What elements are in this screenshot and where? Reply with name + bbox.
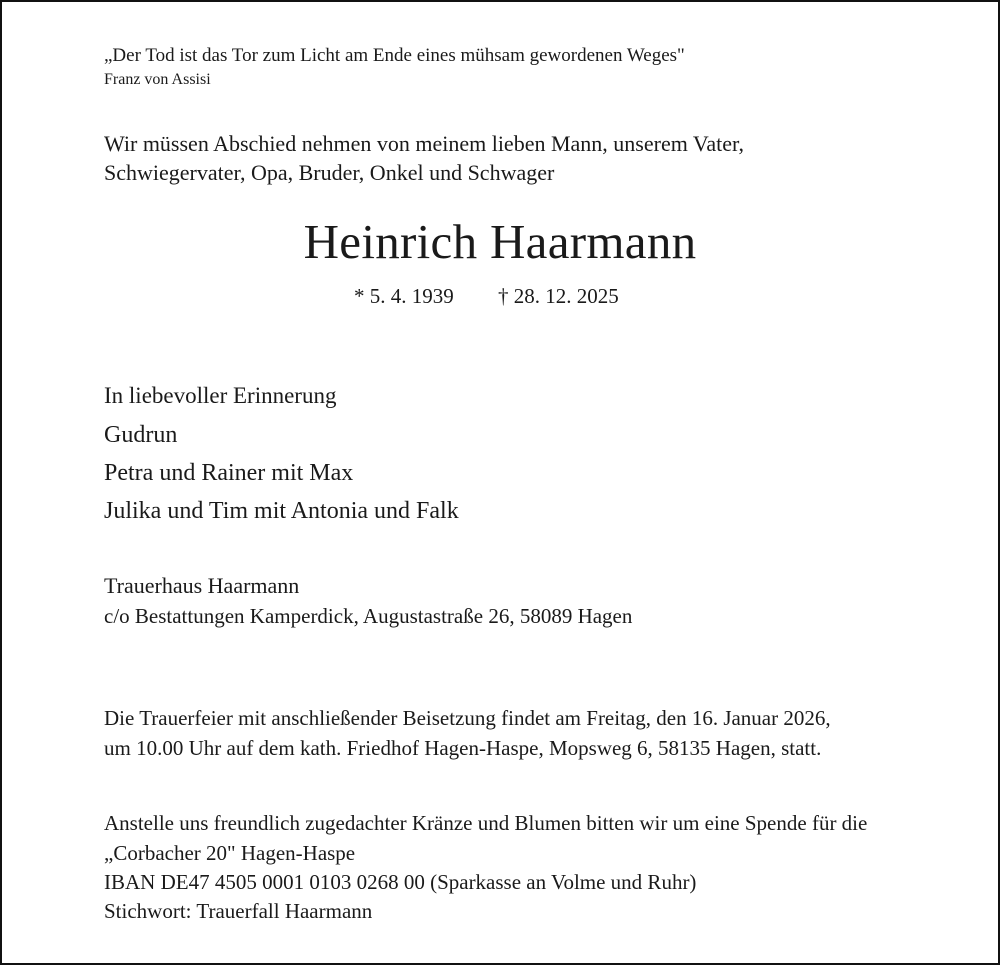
service-info-line-2: um 10.00 Uhr auf dem kath. Friedhof Hagen-Haspe, Mopsweg 6, 58135 Hagen, statt.: [104, 736, 822, 760]
mourner-name: Petra und Rainer mit Max: [104, 460, 354, 486]
deceased-name: Heinrich Haarmann: [303, 214, 697, 269]
donation-iban: IBAN DE47 4505 0001 0103 0268 00 (Sparkasse an Volme und Ruhr): [104, 870, 697, 894]
mourning-house-address: c/o Bestattungen Kamperdick, Augustastraße 26, 58089 Hagen: [104, 604, 633, 628]
death-date: † 28. 12. 2025: [498, 284, 619, 308]
service-info-line-1: Die Trauerfeier mit anschließender Beisetzung findet am Freitag, den 16. Januar 2026,: [104, 706, 831, 730]
mourner-name: Julika und Tim mit Antonia und Falk: [104, 498, 459, 524]
intro-line-2: Schwiegervater, Opa, Bruder, Onkel und Schwager: [104, 160, 555, 185]
donation-line-1: Anstelle uns freundlich zugedachter Kränze und Blumen bitten wir um eine Spende für die: [104, 811, 868, 835]
birth-date: * 5. 4. 1939: [354, 284, 454, 308]
donation-recipient: „Corbacher 20" Hagen-Haspe: [104, 841, 356, 865]
intro-line-1: Wir müssen Abschied nehmen von meinem lieben Mann, unserem Vater,: [104, 131, 744, 156]
mourner-name: Gudrun: [104, 422, 178, 448]
donation-keyword: Stichwort: Trauerfall Haarmann: [104, 899, 373, 923]
quote-text: „Der Tod ist das Tor zum Licht am Ende eines mühsam gewordenen Weges": [104, 45, 685, 66]
quote-author: Franz von Assisi: [104, 71, 211, 88]
mourners-intro: In liebevoller Erinnerung: [104, 383, 337, 408]
mourning-house-name: Trauerhaus Haarmann: [104, 573, 300, 598]
